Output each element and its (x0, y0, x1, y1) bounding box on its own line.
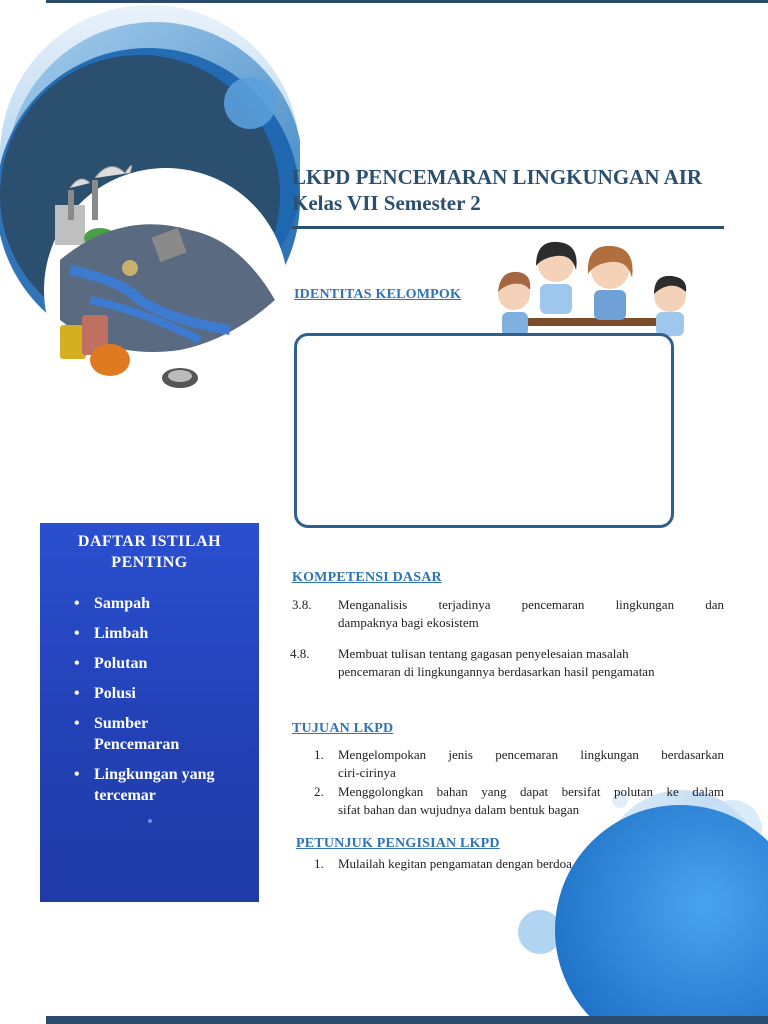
item-text-line1: Mengelompokan jenis pencemaran lingkungan berdasarkan (338, 747, 724, 762)
identity-heading: IDENTITAS KELOMPOK (294, 287, 462, 302)
kompetensi-item (292, 596, 724, 636)
title-divider (292, 226, 724, 229)
item-text-line1: Menggolongkan bahan yang dapat bersifat polutan ke dalam (338, 784, 724, 799)
glossary-item: • Sampah (74, 593, 244, 614)
decorative-dot (148, 819, 152, 823)
item-text-line1: Menganalisis terjadinya pencemaran lingkungan dan (338, 597, 724, 612)
item-text-line1: Membuat tulisan tentang gagasan penyelesaian masalah (338, 646, 629, 661)
item-number: 1. (314, 856, 324, 871)
page-title-line2: Kelas VII Semester 2 (292, 191, 481, 215)
glossary-title (40, 531, 259, 573)
kompetensi-heading: KOMPETENSI DASAR (292, 570, 442, 585)
students-illustration (486, 236, 696, 336)
glossary-item: • Polusi (74, 683, 244, 704)
kompetensi-item (290, 645, 724, 685)
item-text-line2: pencemaran di lingkungannya berdasarkan hasil pengamatan (338, 664, 655, 679)
petunjuk-heading: PETUNJUK PENGISIAN LKPD (296, 836, 500, 851)
glossary-list (40, 593, 259, 806)
tujuan-heading: TUJUAN LKPD (292, 721, 394, 736)
glossary-item: • Polutan (74, 653, 244, 674)
item-text-line1: Mulailah kegitan pengamatan dengan berdoa (338, 856, 572, 871)
glossary-item: • Limbah (74, 623, 244, 644)
item-text-line2: dampaknya bagi ekosistem (338, 615, 479, 630)
item-number: 4.8. (290, 646, 310, 661)
item-text-line2: ciri-cirinya (338, 765, 396, 780)
glossary-item: • Sumber Pencemaran (74, 713, 204, 755)
tujuan-item (314, 783, 724, 823)
item-number: 2. (314, 784, 324, 799)
item-number: 3.8. (292, 597, 312, 612)
glossary-item: • Lingkungan yang tercemar (74, 764, 234, 806)
glossary-sidebar (40, 523, 259, 902)
pollution-illustration (0, 0, 300, 420)
item-number: 1. (314, 747, 324, 762)
petunjuk-item (314, 855, 724, 875)
page-title-line1: LKPD PENCEMARAN LINGKUNGAN AIR (292, 165, 703, 189)
bottom-border-bar (46, 1016, 768, 1024)
glossary-title-text: DAFTAR ISTILAH PENTING (77, 533, 222, 571)
identity-box[interactable] (294, 333, 674, 528)
item-text-line2: sifat bahan dan wujudnya dalam bentuk bagan (338, 802, 580, 817)
